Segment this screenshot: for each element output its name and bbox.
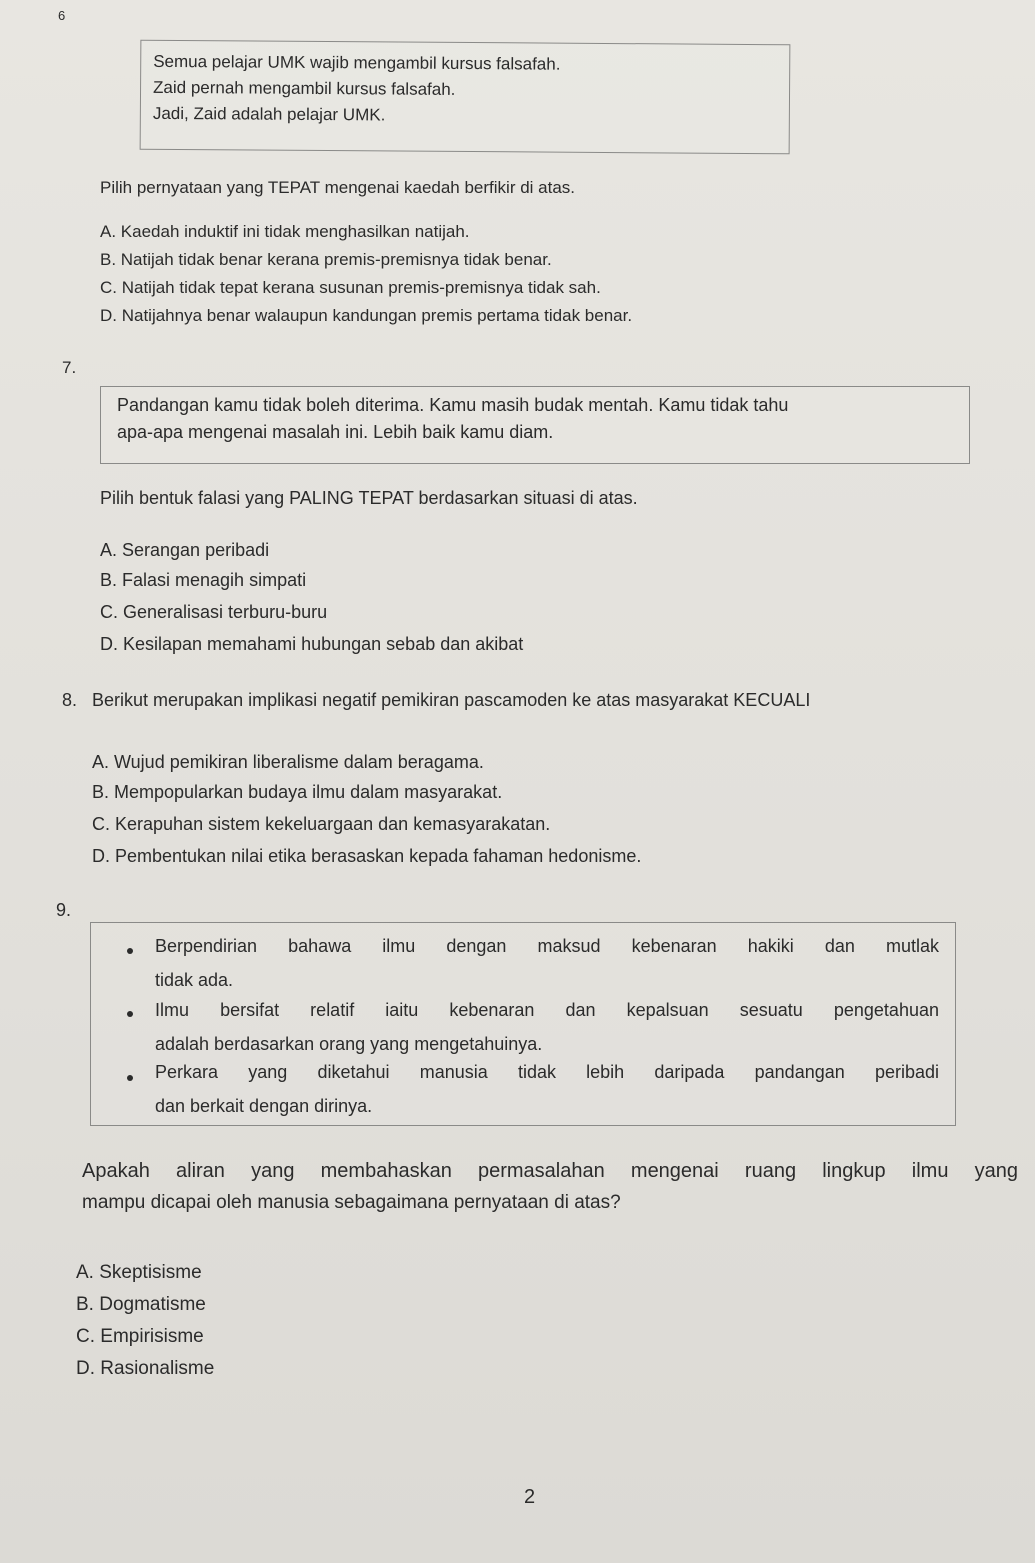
question-6-number: 6 — [58, 8, 66, 23]
question-9-option-b[interactable]: B. Dogmatisme — [76, 1294, 206, 1315]
premise-1: Semua pelajar UMK wajib mengambil kursus falsafah. — [153, 51, 561, 74]
question-9-prompt-line-2: mampu dicapai oleh manusia sebagaimana pernyataan di atas? — [82, 1192, 621, 1213]
bullet-3-line-1: Perkara yang diketahui manusia tidak lebih daripada pandangan peribadi — [155, 1062, 939, 1082]
bullet-3-line-2: dan berkait dengan dirinya. — [155, 1096, 373, 1116]
question-9-number: 9. — [56, 900, 72, 920]
page-number: 2 — [524, 1486, 536, 1508]
question-9-prompt-line-1: Apakah aliran yang membahaskan permasalahan mengenai ruang lingkup ilmu yang — [82, 1160, 1018, 1182]
question-7-option-c[interactable]: C. Generalisasi terburu-buru — [100, 602, 328, 622]
statement-line-2: apa-apa mengenai masalah ini. Lebih baik kamu diam. — [117, 422, 554, 442]
bullet-2-line-2: adalah berdasarkan orang yang mengetahuinya. — [155, 1034, 543, 1054]
bullet-3-dot — [127, 1075, 133, 1081]
question-7-statement-box — [100, 386, 970, 464]
bullet-2-dot — [127, 1011, 133, 1017]
question-6-option-a[interactable]: A. Kaedah induktif ini tidak menghasilkan natijah. — [100, 222, 470, 241]
premise-3: Jadi, Zaid adalah pelajar UMK. — [152, 103, 386, 125]
bullet-1-line-2: tidak ada. — [155, 970, 234, 990]
premise-2: Zaid pernah mengambil kursus falsafah. — [152, 77, 456, 99]
question-8-option-b[interactable]: B. Mempopularkan budaya ilmu dalam masyarakat. — [92, 782, 503, 802]
question-9-option-c[interactable]: C. Empirisisme — [76, 1326, 204, 1347]
bullet-1-line-1: Berpendirian bahawa ilmu dengan maksud kebenaran hakiki dan mutlak — [155, 936, 939, 956]
question-6-premise-box — [140, 40, 791, 155]
question-9-option-a[interactable]: A. Skeptisisme — [76, 1262, 202, 1283]
question-6-option-b[interactable]: B. Natijah tidak benar kerana premis-premisnya tidak benar. — [100, 250, 552, 269]
question-7-prompt: Pilih bentuk falasi yang PALING TEPAT berdasarkan situasi di atas. — [100, 488, 638, 508]
question-8-option-c[interactable]: C. Kerapuhan sistem kekeluargaan dan kemasyarakatan. — [92, 814, 551, 834]
question-8-number: 8. — [62, 690, 78, 710]
question-7-number: 7. — [62, 358, 77, 377]
statement-line-1: Pandangan kamu tidak boleh diterima. Kamu masih budak mentah. Kamu tidak tahu — [117, 395, 789, 415]
question-6-prompt: Pilih pernyataan yang TEPAT mengenai kaedah berfikir di atas. — [100, 178, 576, 197]
question-6-option-c[interactable]: C. Natijah tidak tepat kerana susunan premis-premisnya tidak sah. — [100, 278, 601, 297]
question-8-option-d[interactable]: D. Pembentukan nilai etika berasaskan kepada fahaman hedonisme. — [92, 846, 642, 866]
question-9-option-d[interactable]: D. Rasionalisme — [76, 1358, 215, 1379]
question-7-option-b[interactable]: B. Falasi menagih simpati — [100, 570, 307, 590]
question-8-option-a[interactable]: A. Wujud pemikiran liberalisme dalam beragama. — [92, 752, 484, 772]
question-8-prompt: Berikut merupakan implikasi negatif pemikiran pascamoden ke atas masyarakat KECUALI — [92, 690, 811, 710]
question-9-statement-box — [90, 922, 956, 1126]
question-6-option-d[interactable]: D. Natijahnya benar walaupun kandungan premis pertama tidak benar. — [100, 306, 633, 325]
bullet-2-line-1: Ilmu bersifat relatif iaitu kebenaran dan kepalsuan sesuatu pengetahuan — [155, 1000, 939, 1020]
question-7-option-a[interactable]: A. Serangan peribadi — [100, 540, 270, 560]
question-7-option-d[interactable]: D. Kesilapan memahami hubungan sebab dan akibat — [100, 634, 524, 654]
bullet-1-dot — [127, 948, 133, 954]
